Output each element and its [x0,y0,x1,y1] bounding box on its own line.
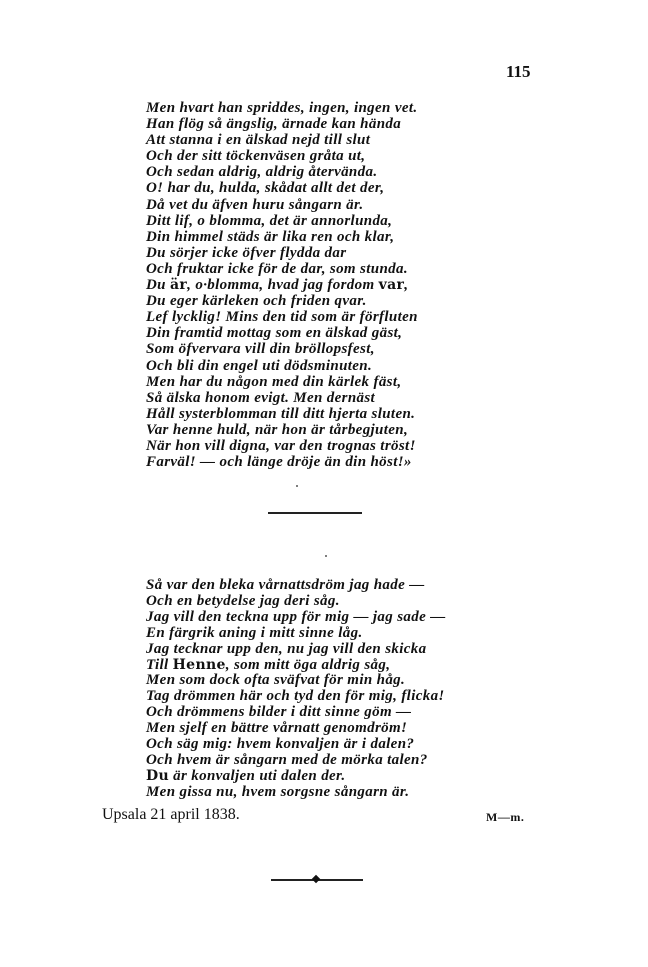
place-date: Upsala 21 april 1838. [102,806,240,823]
verse-line: Du eger kärleken och friden qvar. [146,293,367,310]
page-number: 115 [506,62,531,81]
verse-line: Håll systerblomman till ditt hjerta sluten. [146,405,416,422]
verse-line: Men har du någon med din kärlek fäst, [146,373,402,390]
emphasized-word: är [169,277,188,294]
verse-line: Så var den bleka vårnattsdröm jag hade — [146,577,425,593]
verse-line: Och sedan aldrig, aldrig återvända. [146,164,378,181]
emphasized-word: Du [146,767,170,784]
verse-line: Och säg mig: hvem konvaljen är i dalen? [146,736,415,753]
verse-line: När hon vill digna, var den trognas tröst! [146,437,416,454]
verse-line: Men som dock ofta sväfvat för min håg. [146,672,406,689]
verse-line: Och drömmens bilder i ditt sinne göm — [146,704,412,721]
poem-stanza-1 [146,100,418,470]
verse-text: Till [146,656,173,673]
verse-line: Din himmel städs är lika ren och klar, [146,228,395,245]
verse-text: , o·blomma, hvad jag fordom [187,277,379,294]
verse-line [146,277,418,293]
verse-line [146,769,446,785]
verse-line: Jag tecknar upp den, nu jag vill den skicka [146,640,427,657]
verse-line: Och hvem är sångarn med de mörka talen? [146,751,428,768]
emphasized-word: var [378,277,405,294]
verse-text: är konvaljen uti dalen der. [169,767,346,784]
verse-line: Farväl! — och länge dröje än din höst!» [146,454,412,471]
verse-line: Och bli din engel uti dödsminuten. [146,357,373,374]
verse-line: Jag vill den teckna upp för mig — jag sade — [146,608,446,625]
verse-line: Och en betydelse jag deri såg. [146,592,340,609]
print-speck [296,485,298,487]
verse-text: , som mitt öga aldrig såg, [225,656,391,673]
verse-line: Var henne huld, när hon är tårbegjuten, [146,421,409,438]
emphasized-word: Henne [172,656,226,673]
verse-line: Och der sitt töckenväsen gråta ut, [146,148,366,165]
author-signature: M—m. [486,810,525,824]
verse-line: Ditt lif, o blomma, det är annorlunda, [146,212,393,229]
verse-text: Du [146,277,170,294]
verse-line [146,658,446,674]
verse-line: Då vet du äfven huru sångarn är. [146,196,364,213]
poem-stanza-2 [146,578,446,801]
verse-line: Och fruktar icke för de dar, som stunda. [146,260,408,277]
verse-line: Men sjelf en bättre vårnatt genomdröm! [146,720,408,737]
verse-line: Men gissa nu, hvem sorgsne sångarn är. [146,783,410,800]
verse-line: Som öfvervara vill din bröllopsfest, [146,341,375,358]
verse-line: Så älska honom evigt. Men dernäst [146,389,376,406]
verse-line: O! har du, hulda, skådat allt det der, [146,180,385,197]
section-divider-rule [268,512,362,514]
verse-text: , [404,277,409,294]
diamond-ornament-icon [312,875,320,883]
verse-line: Lef lycklig! Mins den tid som är förfluten [146,309,418,326]
print-speck [325,555,327,557]
verse-line: Din framtid mottag som en älskad gäst, [146,325,403,342]
verse-line: Han flög så ängslig, ärnade kan hända [146,116,402,133]
verse-line: Du sörjer icke öfver flydda dar [146,244,347,261]
verse-line: Att stanna i en älskad nejd till slut [146,132,371,149]
verse-line: Tag drömmen här och tyd den för mig, flicka! [146,688,445,705]
verse-line: Men hvart han spriddes, ingen, ingen vet. [146,100,418,116]
verse-line: En färgrik aning i mitt sinne låg. [146,624,363,641]
